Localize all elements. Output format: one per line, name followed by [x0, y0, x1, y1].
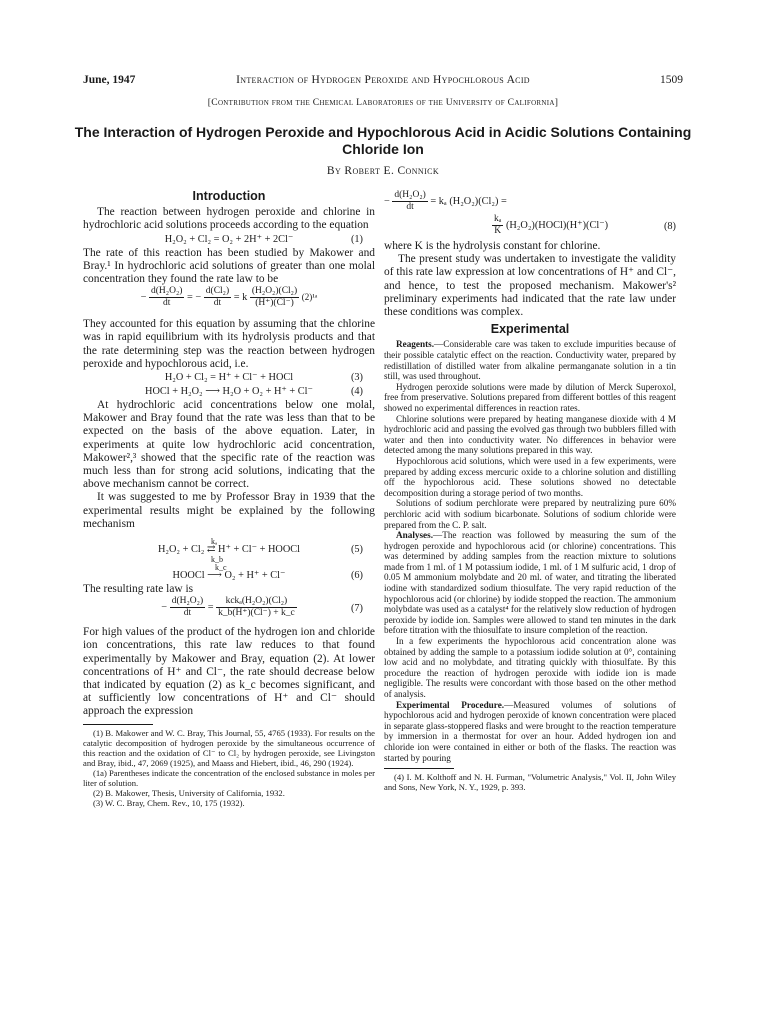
- running-header: [83, 74, 683, 90]
- paragraph: The resulting rate law is: [83, 583, 194, 596]
- footnote: (1) B. Makower and W. C. Bray, This Journal, 55, 4765 (1933). For results on the catalytic decomposition of hydrogen peroxide by the simultaneous occurrence of this reaction and the oxidation of Cl⁻ to Cl₂ by hydrogen peroxide, see Livingston and Bray, ibid., 47, 2069 (1925), and Maass and Hiebert, ibid., 46, 290 (1924).: [83, 727, 375, 768]
- footnote: (4) I. M. Kolthoff and N. H. Furman, "Volumetric Analysis," Vol. II, John Wiley and Sons, New York, N. Y., 1929, p. 393.: [384, 772, 676, 793]
- paragraph: They accounted for this equation by assuming that the chlorine was in rapid equilibrium with its hydrolysis products and that the rate determining step was the reaction between hydrogen peroxide and hypochlorous acid, i.e.: [83, 318, 375, 370]
- equation-2: − $\frac{\text{d(H₂O₂)}}{dt}$ = − $\frac{\text{d(Cl₂)}}{dt}$ = k $\frac{\text{(H₂O₂)(Cl₂)}}{(H^+)(Cl^-)}$ (2)¹ᵃ: [140, 286, 318, 309]
- equation-5: H₂O₂ + Cl₂ ⇄ H⁺ + Cl⁻ + HOOCl kₐ k_b (5): [157, 537, 363, 565]
- paragraph: The reaction between hydrogen peroxide and chlorine in hydrochloric acid solutions proceeds according to the equation: [83, 206, 375, 232]
- paragraph: The rate of this reaction has been studied by Makower and Bray.¹ In hydrochloric acid solutions of greater than one molal concentration they found the rate law to be: [83, 246, 375, 286]
- contribution-line: [Contribution from the Chemical Laboratories of the University of California]: [207, 97, 559, 108]
- paragraph: For high values of the product of the hydrogen ion and chloride ion concentrations, this rate law reduces to that found experimentally by Makower and Bray, equation (2). At lower concentrations of H⁺ and Cl⁻, the rate should decrease below that indicated by equation (2) as k_c becomes significant, and at sufficiently low concentrations of H⁺ and Cl⁻ should approach the expression: [83, 626, 375, 718]
- equation-6: HOOCl ⟶ O₂ + H⁺ + Cl⁻ k_c (6): [172, 563, 363, 582]
- equation-7: − $\frac{\text{d(H₂O₂)}}{dt}$ = $\frac{\text{kckₐ(H₂O₂)(Cl₂)}}{k\_b(H^+)(Cl^-) + k\_c}$ (7): [161, 596, 363, 619]
- paragraph: Experimental Procedure.—Measured volumes of solutions of hypochlorous acid and hydrogen peroxide of known concentration were placed in separate glass-stoppered flasks and were brought to the reaction temperature by immersion in a thermostat for over an hour. Added hydrogen ion and chloride ion were contained in either or both of the flasks. The reaction was started by pouring: [384, 699, 676, 763]
- paragraph: At hydrochloric acid concentrations below one molal, Makower and Bray found that the rate was less than that to be expected on the basis of the above equation. Later, in experiments at quite low hydrochloric acid concentration, Makower²,³ showed that the specific rate of the reaction was much less than for strong acid solutions, indicating that the above mechanism cannot be correct.: [83, 399, 375, 491]
- footnote: (3) W. C. Bray, Chem. Rev., 10, 175 (1932).: [93, 797, 245, 808]
- left-column: [83, 190, 375, 808]
- article-title: The Interaction of Hydrogen Peroxide and Hypochlorous Acid in Acidic Solutions Containing Chloride Ion: [74, 124, 692, 157]
- paragraph: Reagents.—Considerable care was taken to exclude impurities because of their possible catalytic effect on the reaction. Conductivity water, prepared by redistillation of distilled water from alkaline permanganate solution in a tin still, was used throughout.: [384, 339, 676, 382]
- footnotes: [384, 772, 676, 792]
- footnote-rule: [384, 768, 454, 769]
- paragraph: Solutions of sodium perchlorate were prepared by neutralizing pure 60% perchloric acid with sodium bicarbonate. Solutions of sodium chloride were prepared from the C. P. salt.: [384, 498, 676, 530]
- equation-3: H₂O + Cl₂ = H⁺ + Cl⁻ + HOCl (3): [164, 372, 363, 384]
- paragraph: where K is the hydrolysis constant for chlorine.: [384, 240, 601, 252]
- equation-4: HOCl + H₂O₂ ⟶ H₂O + O₂ + H⁺ + Cl⁻ (4): [145, 386, 363, 398]
- experimental-heading: Experimental: [490, 322, 570, 337]
- author-byline: By Robert E. Connick: [326, 165, 440, 177]
- running-title: Interaction of Hydrogen Peroxide and Hypochlorous Acid: [236, 74, 530, 86]
- paragraph: It was suggested to me by Professor Bray in 1939 that the experimental results might be explained by the following mechanism: [83, 491, 375, 530]
- paragraph: Chlorine solutions were prepared by heating manganese dioxide with 4 M hydrochloric acid and passing the evolved gas through two bubblers filled with water and then into conductivity water. No differences in behavior were detected among the many solutions prepared in this way.: [384, 413, 676, 456]
- paragraph: Hydrogen peroxide solutions were made by dilution of Merck Superoxol, free from preservative. Solutions prepared from different bottles of this reagent showed no experimental differences in reaction rates.: [384, 381, 676, 413]
- footnotes: [83, 728, 375, 808]
- issue-date: June, 1947: [83, 74, 136, 86]
- introduction-heading: Introduction: [192, 189, 266, 203]
- paragraph: In a few experiments the hypochlorous acid concentration alone was obtained by adding the sample to a potassium iodide solution at 0°, containing low acid and no molybdate, and titrating quickly with thiosulfate. By this procedure the reaction of hydrogen peroxide with iodide ion is made negligible. The results were concordant with those based on the other method of analysis.: [384, 636, 676, 700]
- experimental-section: [384, 339, 676, 763]
- paragraph: Hypochlorous acid solutions, which were used in a few experiments, were prepared by adding excess mercuric oxide to a chlorine solution and distilling off the hypochlorous acid. These solutions showed no detectable decomposition during a storage period of two months.: [384, 455, 676, 498]
- paragraph: The present study was undertaken to investigate the validity of this rate law expression at low concentrations of H⁺ and Cl⁻, and hence, to test the proposed mechanism. Makower's² preliminary experiments had indicated that the rate law under these conditions was complex.: [384, 253, 676, 319]
- equation-8: − $\frac{\text{d(H₂O₂)}}{dt}$ = kₐ (H₂O₂)(Cl₂) = $\frac{\text{kₐ}}{K}$ (H₂O₂)(HOCl)(H⁺)(Cl⁻) (8): [384, 190, 676, 236]
- right-column: [384, 190, 676, 792]
- footnote: (1a) Parentheses indicate the concentration of the enclosed substance in moles per liter of solution.: [83, 767, 375, 788]
- equation-1: H₂O₂ + Cl₂ = O₂ + 2H⁺ + 2Cl⁻ (1): [164, 233, 363, 245]
- footnote: (2) B. Makower, Thesis, University of California, 1932.: [93, 787, 285, 798]
- footnote-rule: [83, 724, 153, 725]
- page-number: 1509: [660, 74, 683, 86]
- paragraph: Analyses.—The reaction was followed by measuring the sum of the hydrogen peroxide and hypochlorous acid (or chlorine) concentrations. This was determined by adding samples from the reaction mixture to solutions made from 1 ml. of 1 M potassium iodide, 1 ml. of 1 M sulfuric acid, 1 drop of 0.05 M ammonium molybdate and 20 ml. of water, and titrating the liberated iodine with standardized sodium thiosulfate. The very rapid reduction of the hypochlorous acid (or chlorine) by iodide stopped the reaction. The ammonium molybdate was used as a catalyst⁴ for the relatively slow reduction of hydrogen peroxide by iodide ion. Samples were allowed to stand ten minutes in the dark before titration with the thiosulfate to insure completion of the reaction.: [384, 530, 676, 636]
